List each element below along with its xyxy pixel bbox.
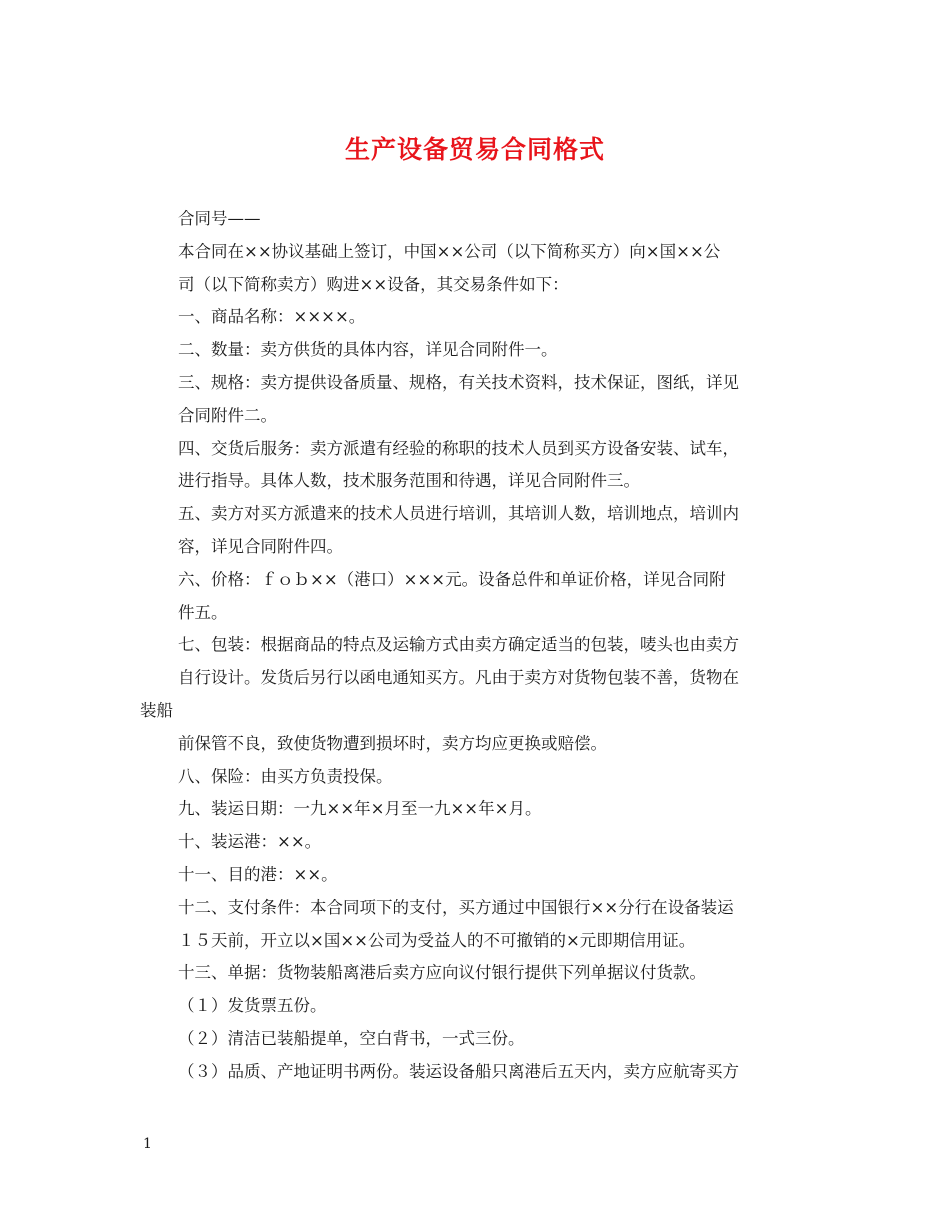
contract-line: 十三、单据：货物装船离港后卖方应向议付银行提供下列单据议付货款。 [178,963,706,983]
contract-line: 前保管不良，致使货物遭到损坏时，卖方均应更换或赔偿。 [178,733,607,753]
contract-line: 司（以下简称卖方）购进××设备，其交易条件如下： [178,274,569,294]
contract-line: （２）清洁已装船提单，空白背书，一式三份。 [178,1028,525,1048]
contract-line: 二、数量：卖方供货的具体内容，详见合同附件一。 [178,340,558,360]
contract-line: （１）发货票五份。 [178,996,327,1016]
contract-line: １５天前，开立以×国××公司为受益人的不可撤销的×元即期信用证。 [178,930,696,950]
contract-line: 合同附件二。 [178,405,277,425]
contract-line: 六、价格：ｆｏｂ××（港口）×××元。设备总件和单证价格，详见合同附 [178,569,726,589]
document-title: 生产设备贸易合同格式 [344,135,605,164]
page-number: 1 [143,1136,152,1152]
contract-line: 八、保险：由买方负责投保。 [178,766,393,786]
contract-line: 进行指导。具体人数，技术服务范围和待遇，详见合同附件三。 [178,471,640,491]
contract-line: 七、包装：根据商品的特点及运输方式由卖方确定适当的包装，唛头也由卖方 [178,635,739,655]
contract-body [140,203,815,1089]
contract-line: 合同号—— [178,209,261,228]
contract-line: （３）品质、产地证明书两份。装运设备船只离港后五天内，卖方应航寄买方 [178,1061,739,1081]
contract-line: 容，详见合同附件四。 [178,536,343,556]
contract-line: 件五。 [178,602,228,622]
contract-line: 三、规格：卖方提供设备质量、规格，有关技术资料，技术保证，图纸，详见 [178,372,739,392]
contract-line: 自行设计。发货后另行以函电通知买方。凡由于卖方对货物包装不善，货物在 [178,668,739,688]
contract-line: 一、商品名称：××××。 [178,307,366,327]
contract-line: 十一、目的港：××。 [178,864,338,884]
contract-line: 五、卖方对买方派遣来的技术人员进行培训，其培训人数，培训地点，培训内 [178,504,739,524]
contract-line: 十二、支付条件：本合同项下的支付，买方通过中国银行××分行在设备装运 [178,897,734,917]
contract-line: 装船 [140,700,173,720]
contract-line: 四、交货后服务：卖方派遣有经验的称职的技术人员到买方设备安装、试车， [178,438,739,458]
contract-line: 九、装运日期：一九××年×月至一九××年×月。 [178,799,542,819]
contract-line: 本合同在××协议基础上签订，中国××公司（以下简称买方）向×国××公 [178,241,721,261]
contract-line: 十、装运港：××。 [178,832,322,852]
